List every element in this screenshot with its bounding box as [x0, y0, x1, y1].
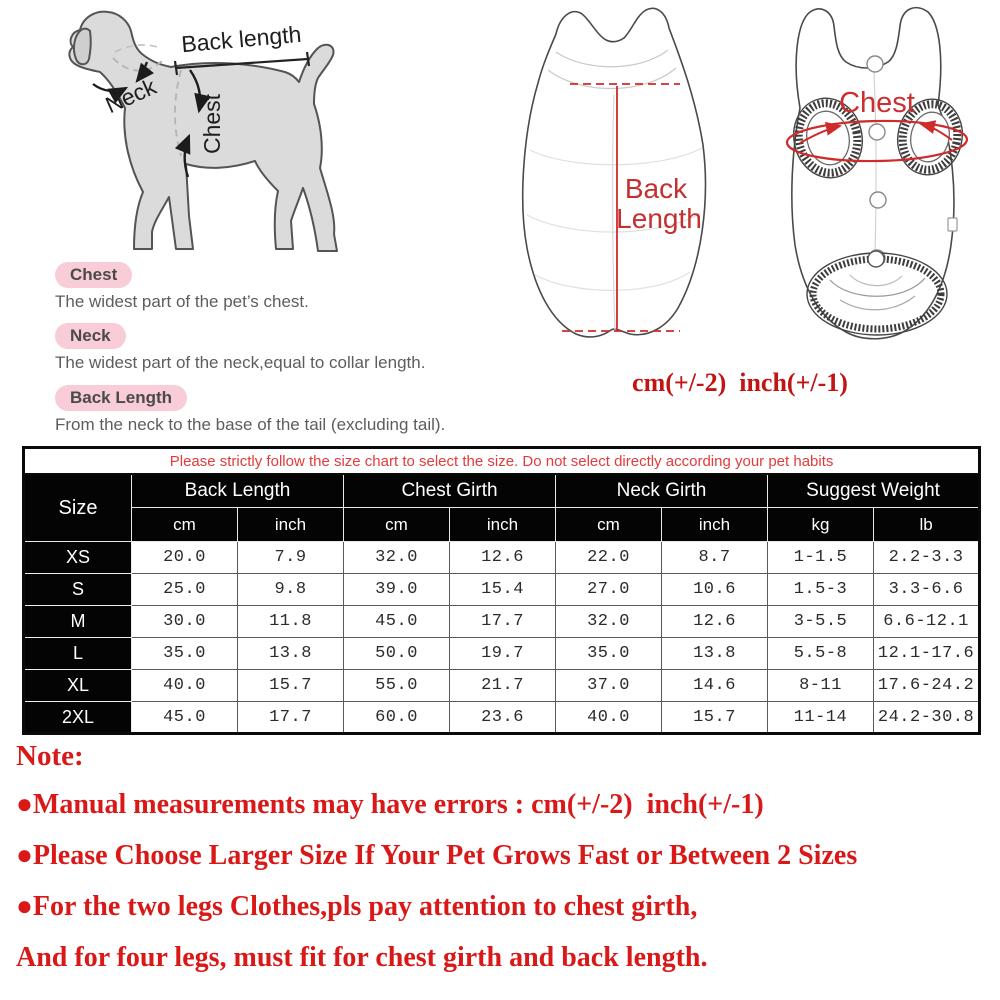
- size-label: M: [24, 606, 132, 638]
- unit-header-weight-lb: lb: [874, 508, 980, 542]
- column-header-suggest-weight: Suggest Weight: [768, 474, 980, 508]
- back-length-term-pill: Back Length: [55, 385, 187, 411]
- table-row-m: [24, 606, 980, 638]
- column-header-size: Size: [24, 474, 132, 542]
- cell-value: 40.0: [132, 670, 238, 702]
- vest-back-view-drawing: [523, 8, 706, 337]
- table-group-header-row: [24, 474, 980, 508]
- cell-value: 17.6-24.2: [874, 670, 980, 702]
- dog-neck-label: Neck: [101, 73, 160, 119]
- cell-value: 12.1-17.6: [874, 638, 980, 670]
- vest-chest-label: Chest: [839, 87, 915, 119]
- cell-value: 27.0: [556, 574, 662, 606]
- cell-value: 25.0: [132, 574, 238, 606]
- dog-back-length-label: Back length: [180, 20, 303, 58]
- cell-value: 17.7: [450, 606, 556, 638]
- size-chart-table: [22, 446, 981, 735]
- cell-value: 8.7: [662, 542, 768, 574]
- cell-value: 12.6: [450, 542, 556, 574]
- cell-value: 7.9: [238, 542, 344, 574]
- notes-title: Note:: [16, 740, 84, 772]
- cell-value: 40.0: [556, 702, 662, 734]
- cell-value: 19.7: [450, 638, 556, 670]
- cell-value: 23.6: [450, 702, 556, 734]
- cell-value: 10.6: [662, 574, 768, 606]
- cell-value: 32.0: [344, 542, 450, 574]
- cell-value: 13.8: [662, 638, 768, 670]
- definition-back-length: [55, 385, 485, 435]
- cell-value: 45.0: [132, 702, 238, 734]
- cell-value: 6.6-12.1: [874, 606, 980, 638]
- cell-value: 32.0: [556, 606, 662, 638]
- cell-value: 13.8: [238, 638, 344, 670]
- vest-measurement-drawings: [495, 0, 985, 358]
- size-label: XS: [24, 542, 132, 574]
- cell-value: 9.8: [238, 574, 344, 606]
- table-notice-row: [24, 448, 980, 475]
- table-row-s: [24, 574, 980, 606]
- table-row-xl: [24, 670, 980, 702]
- cell-value: 22.0: [556, 542, 662, 574]
- cell-value: 35.0: [132, 638, 238, 670]
- cell-value: 3-5.5: [768, 606, 874, 638]
- table-row-l: [24, 638, 980, 670]
- unit-header-neck-cm: cm: [556, 508, 662, 542]
- cell-value: 21.7: [450, 670, 556, 702]
- cell-value: 11-14: [768, 702, 874, 734]
- neck-definition-text: The widest part of the neck,equal to collar length.: [55, 353, 426, 373]
- chest-definition-text: The widest part of the pet’s chest.: [55, 292, 309, 311]
- cell-value: 3.3-6.6: [874, 574, 980, 606]
- dog-measurement-diagram: [30, 0, 480, 275]
- cell-value: 39.0: [344, 574, 450, 606]
- cell-value: 24.2-30.8: [874, 702, 980, 734]
- cell-value: 55.0: [344, 670, 450, 702]
- definition-neck: [55, 323, 485, 373]
- cell-value: 5.5-8: [768, 638, 874, 670]
- cell-value: 12.6: [662, 606, 768, 638]
- unit-header-back-cm: cm: [132, 508, 238, 542]
- neck-term-pill: Neck: [55, 323, 126, 349]
- cell-value: 15.4: [450, 574, 556, 606]
- column-header-neck-girth: Neck Girth: [556, 474, 768, 508]
- dog-chest-label: Chest: [199, 93, 225, 155]
- cell-value: 30.0: [132, 606, 238, 638]
- cell-value: 35.0: [556, 638, 662, 670]
- table-row-2xl: [24, 702, 980, 734]
- chest-term-pill: Chest: [55, 262, 132, 288]
- vest-front-view-drawing: [786, 8, 969, 339]
- cell-value: 1-1.5: [768, 542, 874, 574]
- dog-ear-shape: [74, 29, 91, 65]
- note-line-two-legs: ●For the two legs Clothes,pls pay attention to chest girth,: [16, 891, 698, 922]
- table-row-xs: [24, 542, 980, 574]
- tolerance-caption: cm(+/-2) inch(+/-1): [632, 368, 848, 397]
- notes-section: [16, 740, 991, 993]
- note-line-errors: ●Manual measurements may have errors : cm(+/-2) inch(+/-1): [16, 789, 764, 820]
- unit-header-back-inch: inch: [238, 508, 344, 542]
- cell-value: 45.0: [344, 606, 450, 638]
- cell-value: 17.7: [238, 702, 344, 734]
- back-length-definition-text: From the neck to the base of the tail (excluding tail).: [55, 414, 446, 434]
- column-header-back-length: Back Length: [132, 474, 344, 508]
- size-label: L: [24, 638, 132, 670]
- size-label: 2XL: [24, 702, 132, 734]
- cell-value: 50.0: [344, 638, 450, 670]
- cell-value: 15.7: [662, 702, 768, 734]
- cell-value: 11.8: [238, 606, 344, 638]
- cell-value: 2.2-3.3: [874, 542, 980, 574]
- vest-back-length-label-line1: Back: [624, 173, 688, 204]
- cell-value: 15.7: [238, 670, 344, 702]
- cell-value: 8-11: [768, 670, 874, 702]
- unit-header-chest-inch: inch: [450, 508, 556, 542]
- size-label: XL: [24, 670, 132, 702]
- unit-header-chest-cm: cm: [344, 508, 450, 542]
- column-header-chest-girth: Chest Girth: [344, 474, 556, 508]
- cell-value: 14.6: [662, 670, 768, 702]
- cell-value: 37.0: [556, 670, 662, 702]
- measurement-definitions: [55, 262, 485, 446]
- size-label: S: [24, 574, 132, 606]
- unit-header-neck-inch: inch: [662, 508, 768, 542]
- unit-header-weight-kg: kg: [768, 508, 874, 542]
- cell-value: 1.5-3: [768, 574, 874, 606]
- cell-value: 20.0: [132, 542, 238, 574]
- table-notice-text: Please strictly follow the size chart to select the size. Do not select directly according your pet habits: [24, 448, 980, 475]
- table-unit-header-row: [24, 508, 980, 542]
- note-line-four-legs: And for four legs, must fit for chest girth and back length.: [16, 942, 708, 973]
- definition-chest: [55, 262, 485, 312]
- note-line-larger-size: ●Please Choose Larger Size If Your Pet Grows Fast or Between 2 Sizes: [16, 840, 858, 871]
- vest-back-length-label-line2: Length: [616, 203, 702, 234]
- cell-value: 60.0: [344, 702, 450, 734]
